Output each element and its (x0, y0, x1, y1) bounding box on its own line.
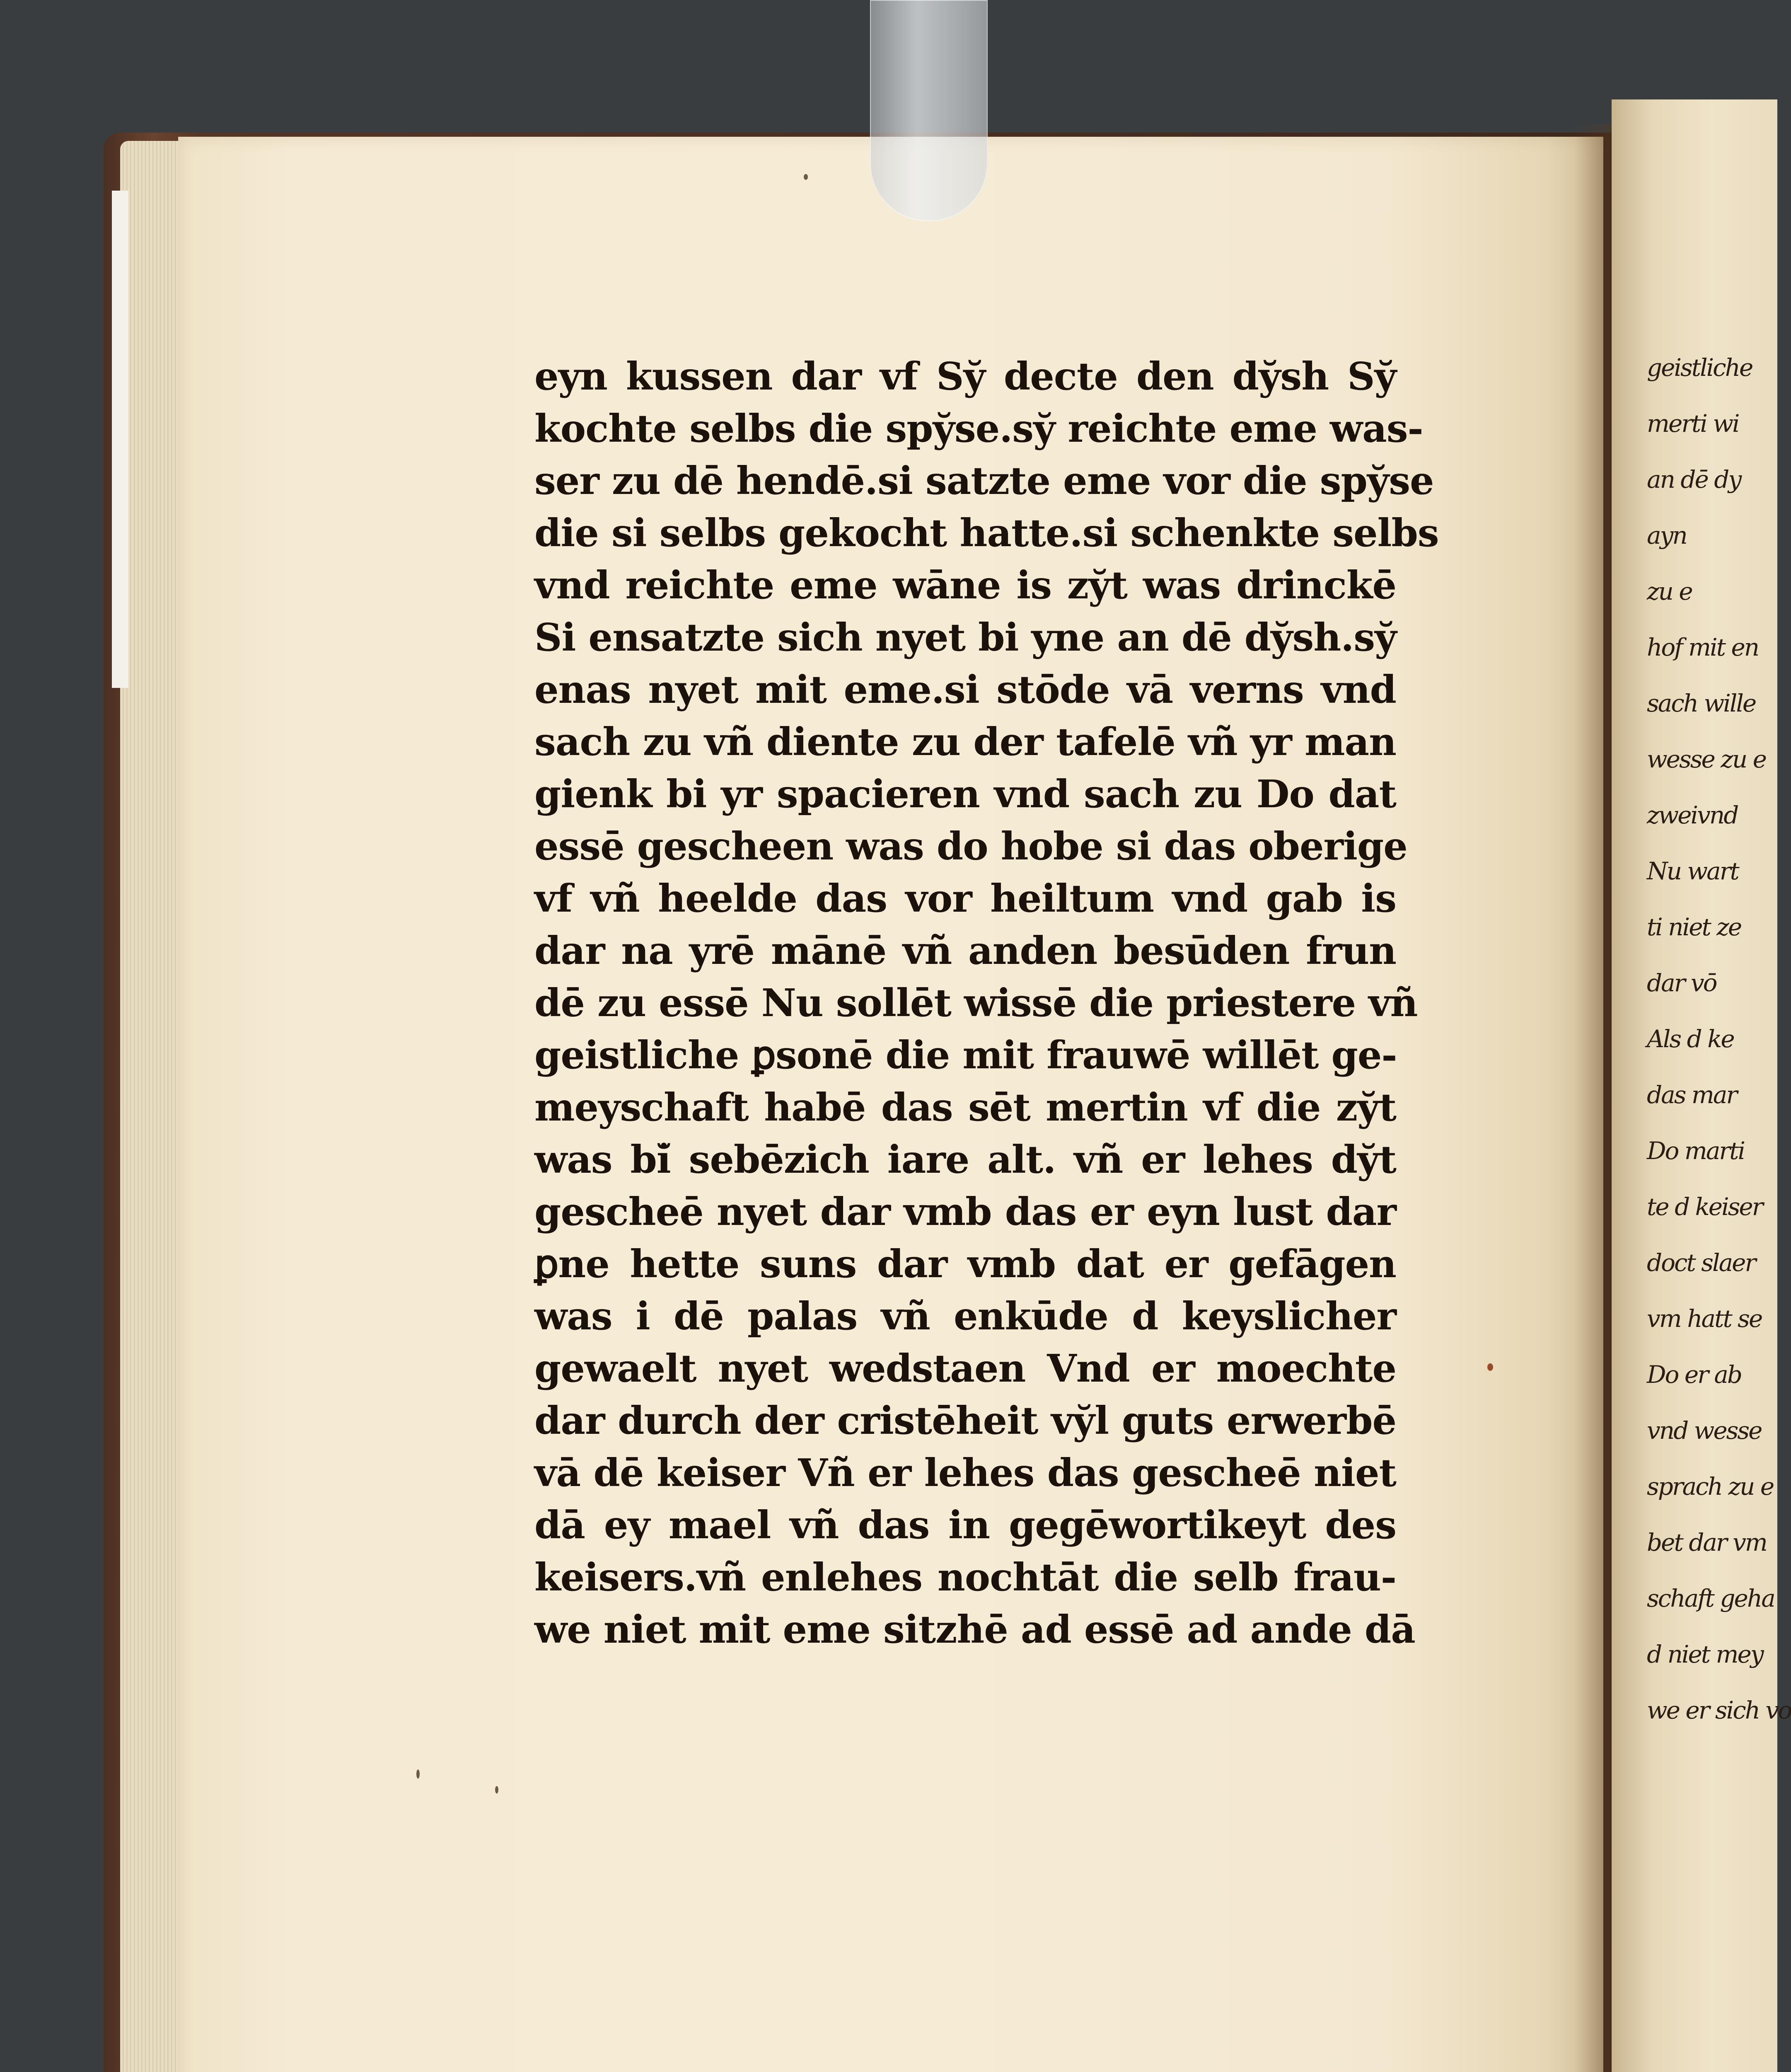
facing-text-line: te d keiser (1647, 1193, 1762, 1221)
facing-text-line: an dē dy (1647, 465, 1741, 494)
page-clip-top[interactable] (870, 0, 988, 221)
facing-text-line: vm hatt se (1647, 1305, 1762, 1333)
facing-text-line: geistliche (1647, 353, 1752, 382)
text-line: dar durch der cristēheit vy̆l guts erwerbē (534, 1398, 1396, 1443)
facing-text-line: bet dar vm (1647, 1528, 1767, 1556)
facing-text-line: merti wi (1647, 409, 1739, 438)
facing-text-line: doct slaer (1647, 1249, 1755, 1277)
text-line: kochte selbs die spy̆se.sy̆ reichte eme was- (534, 406, 1423, 451)
facing-text-line: Als d ke (1647, 1025, 1734, 1053)
text-line: gienk bi yr spacieren vnd sach zu Do dat (534, 772, 1396, 816)
text-line: geistliche ꝑsonē die mit frauwē willēt ge- (534, 1033, 1397, 1077)
text-line: dā ey mael vñ das in gegēwortikeyt des (534, 1503, 1396, 1547)
facing-text-line: sach wille (1647, 689, 1756, 717)
flyleaf-edge (112, 191, 128, 688)
facing-text-line: hof mit en (1647, 633, 1759, 661)
facing-page-text (1647, 340, 1791, 1738)
page-speck (804, 174, 808, 180)
text-line: gewaelt nyet wedstaen Vnd er moechte (534, 1346, 1396, 1391)
facing-text-line: vnd wesse (1647, 1416, 1762, 1445)
page-speck (1487, 1363, 1493, 1371)
facing-text-line: we er sich vo (1647, 1696, 1791, 1724)
facing-text-line: ayn (1647, 521, 1687, 549)
text-line: dē zu essē Nu sollēt wissē die priestere vñ (534, 980, 1418, 1025)
text-line: essē gescheen was do hobe si das oberige (534, 824, 1407, 869)
text-line: meyschaft habē das sēt mertin vf die zy̆t (534, 1085, 1396, 1130)
text-line: vā dē keiser Vñ er lehes das gescheē niet (534, 1450, 1396, 1495)
text-line: was i dē palas vñ enkūde d keyslicher (534, 1294, 1396, 1339)
facing-text-line: schaft geha (1647, 1584, 1774, 1612)
text-line: sach zu vñ diente zu der tafelē vñ yr man (534, 719, 1396, 764)
facing-text-line: Do marti (1647, 1137, 1745, 1165)
facing-text-line: das mar (1647, 1081, 1737, 1109)
facing-text-line: zweivnd (1647, 801, 1738, 829)
text-line: gescheē nyet dar vmb das er eyn lust dar (534, 1189, 1396, 1234)
facing-text-line: zu e (1647, 577, 1692, 605)
text-line: vnd reichte eme wāne is zy̆t was drinckē (534, 563, 1396, 608)
text-line: dar na yrē mānē vñ anden besūden frun (534, 928, 1396, 973)
text-line: we niet mit eme sitzhē ad essē ad ande dā (534, 1607, 1415, 1652)
page-speck (416, 1769, 420, 1779)
facing-text-line: ti niet ze (1647, 913, 1741, 941)
facing-text-line: d niet mey (1647, 1640, 1763, 1668)
text-line: vf vñ heelde das vor heiltum vnd gab is (534, 876, 1396, 921)
facing-text-line: Nu wart (1647, 857, 1738, 885)
text-line: eyn kussen dar vf Sy̆ decte den dy̆sh Sy̆ (534, 354, 1396, 399)
facing-text-line: sprach zu e (1647, 1472, 1774, 1501)
main-text-block (534, 350, 1439, 1656)
text-line: keisers.vñ enlehes nochtāt die selb frau- (534, 1555, 1396, 1600)
facing-text-line: Do er ab (1647, 1360, 1742, 1389)
text-line: die si selbs gekocht hatte.si schenkte selbs (534, 511, 1439, 555)
facing-text-line: dar vō (1647, 969, 1716, 997)
text-line: Si ensatzte sich nyet bi yne an dē dy̆sh.sy̆ (534, 615, 1397, 660)
text-line: enas nyet mit eme.si stōde vā verns vnd (534, 667, 1396, 712)
page-speck (495, 1786, 498, 1794)
text-line: ser zu dē hendē.si satzte eme vor die spy̆se (534, 458, 1434, 503)
facing-text-line: wesse zu e (1647, 745, 1766, 773)
text-line: was bi̇̆ sebēzich iare alt. vñ er lehes dy̆t (534, 1137, 1396, 1182)
text-line: ꝑne hette suns dar vmb dat er gefāgen (534, 1242, 1396, 1286)
